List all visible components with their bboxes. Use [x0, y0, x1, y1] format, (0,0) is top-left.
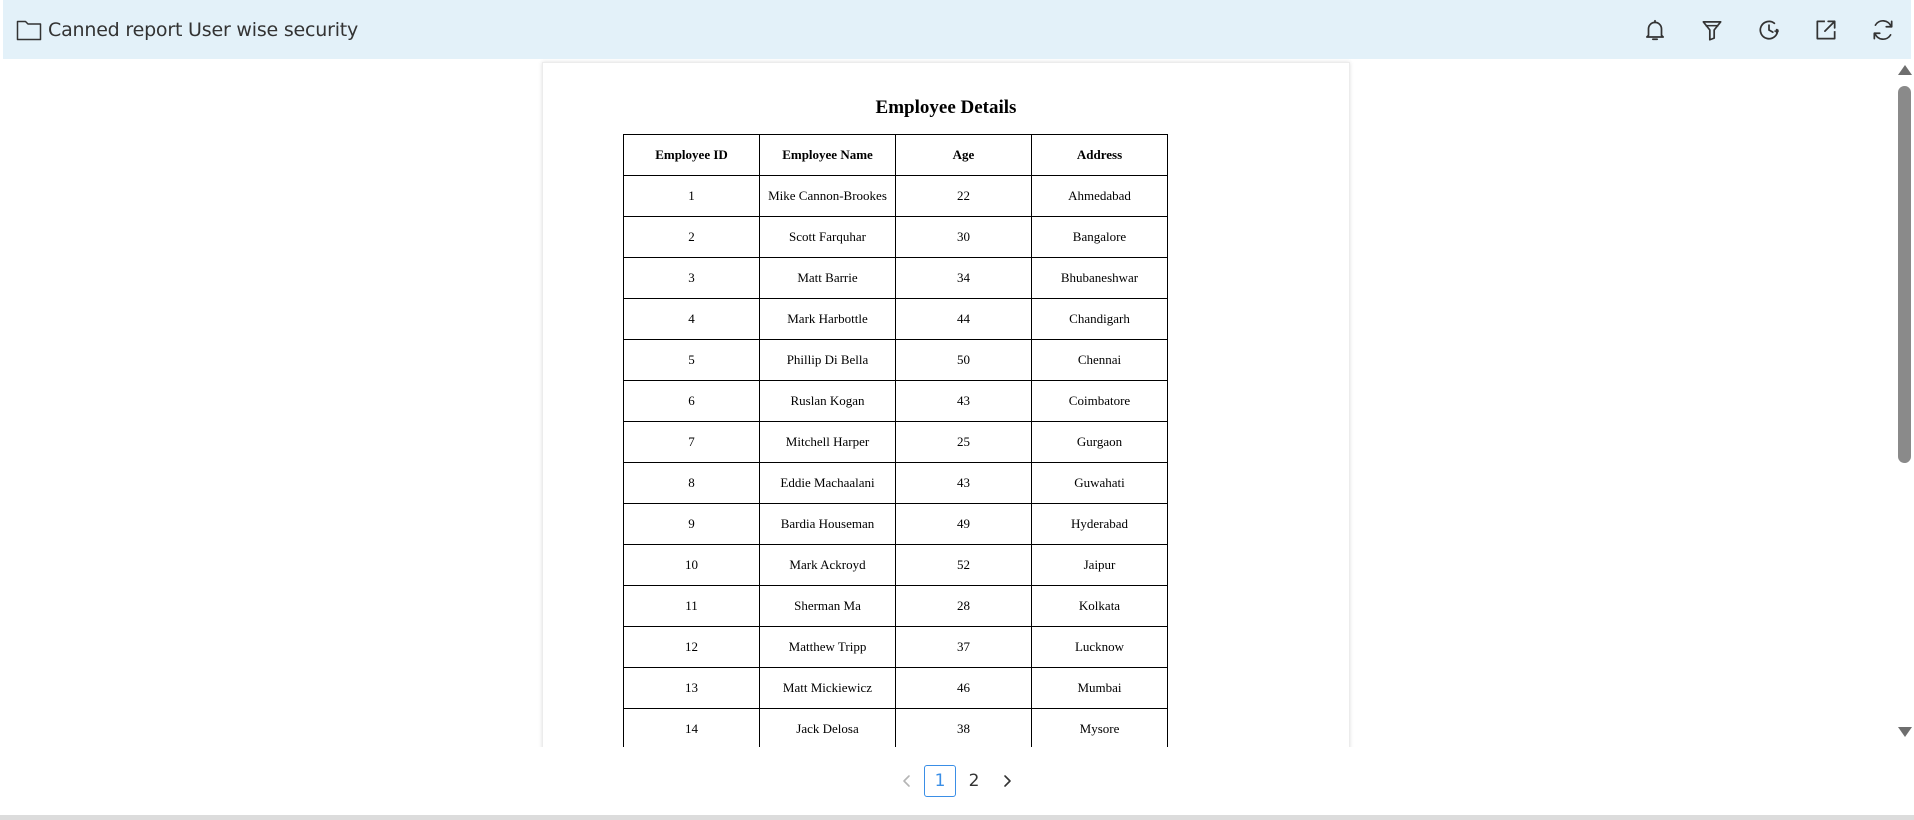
report-viewer[interactable]: [0, 59, 1914, 747]
report-title: Employee Details: [875, 97, 1017, 118]
table-row: [624, 709, 1168, 748]
cell-address: Jaipur: [1032, 545, 1168, 586]
cell-age: 50: [896, 340, 1032, 381]
report-page: [542, 62, 1350, 747]
table-row: [624, 299, 1168, 340]
scrollbar-thumb[interactable]: [1898, 86, 1911, 463]
cell-address: Guwahati: [1032, 463, 1168, 504]
cell-age: 34: [896, 258, 1032, 299]
cell-address: Gurgaon: [1032, 422, 1168, 463]
cell-address: Mumbai: [1032, 668, 1168, 709]
cell-address: Hyderabad: [1032, 504, 1168, 545]
cell-employee-name: Matt Barrie: [760, 258, 896, 299]
folder-icon: [15, 16, 43, 44]
column-header-employee-name: Employee Name: [760, 135, 896, 176]
cell-employee-name: Bardia Houseman: [760, 504, 896, 545]
cell-employee-name: Mike Cannon-Brookes: [760, 176, 896, 217]
cell-employee-name: Jack Delosa: [760, 709, 896, 748]
report-header: [3, 0, 1911, 59]
cell-employee-id: 12: [624, 627, 760, 668]
column-header-address: Address: [1032, 135, 1168, 176]
table-row: [624, 258, 1168, 299]
notifications-button[interactable]: [1626, 0, 1683, 59]
cell-age: 44: [896, 299, 1032, 340]
cell-address: Kolkata: [1032, 586, 1168, 627]
scroll-up-arrow-icon[interactable]: [1898, 65, 1912, 75]
cell-age: 28: [896, 586, 1032, 627]
report-title-area: [3, 16, 358, 44]
page-title: Canned report User wise security: [48, 18, 359, 41]
export-icon: [1813, 17, 1839, 43]
schedule-button[interactable]: [1740, 0, 1797, 59]
refresh-icon: [1870, 17, 1896, 43]
cell-age: 25: [896, 422, 1032, 463]
schedule-icon: [1756, 17, 1782, 43]
cell-employee-id: 3: [624, 258, 760, 299]
cell-employee-name: Mitchell Harper: [760, 422, 896, 463]
cell-employee-id: 4: [624, 299, 760, 340]
cell-employee-name: Phillip Di Bella: [760, 340, 896, 381]
table-header-row: [624, 135, 1168, 176]
cell-employee-name: Eddie Machaalani: [760, 463, 896, 504]
cell-employee-id: 2: [624, 217, 760, 258]
refresh-button[interactable]: [1854, 0, 1911, 59]
cell-age: 43: [896, 381, 1032, 422]
cell-age: 49: [896, 504, 1032, 545]
page-number-list: [923, 765, 991, 797]
page-number-2[interactable]: 2: [968, 771, 980, 791]
cell-employee-id: 9: [624, 504, 760, 545]
cell-address: Coimbatore: [1032, 381, 1168, 422]
table-row: [624, 627, 1168, 668]
cell-age: 46: [896, 668, 1032, 709]
table-row: [624, 381, 1168, 422]
cell-employee-id: 11: [624, 586, 760, 627]
bell-icon: [1642, 17, 1668, 43]
scroll-down-arrow-icon[interactable]: [1898, 727, 1912, 737]
cell-employee-id: 1: [624, 176, 760, 217]
chevron-left-icon: [900, 774, 914, 788]
cell-employee-id: 6: [624, 381, 760, 422]
table-row: [624, 463, 1168, 504]
table-row: [624, 217, 1168, 258]
cell-address: Bangalore: [1032, 217, 1168, 258]
cell-employee-id: 8: [624, 463, 760, 504]
cell-age: 38: [896, 709, 1032, 748]
header-actions: [1626, 0, 1911, 59]
column-header-age: Age: [896, 135, 1032, 176]
cell-age: 37: [896, 627, 1032, 668]
column-header-employee-id: Employee ID: [624, 135, 760, 176]
cell-employee-name: Scott Farquhar: [760, 217, 896, 258]
cell-employee-name: Matthew Tripp: [760, 627, 896, 668]
cell-address: Bhubaneshwar: [1032, 258, 1168, 299]
cell-address: Ahmedabad: [1032, 176, 1168, 217]
cell-employee-id: 10: [624, 545, 760, 586]
cell-employee-id: 5: [624, 340, 760, 381]
next-page-button[interactable]: [991, 765, 1023, 797]
table-row: [624, 504, 1168, 545]
cell-employee-id: 7: [624, 422, 760, 463]
cell-employee-id: 13: [624, 668, 760, 709]
cell-address: Chennai: [1032, 340, 1168, 381]
export-button[interactable]: [1797, 0, 1854, 59]
cell-age: 52: [896, 545, 1032, 586]
cell-age: 43: [896, 463, 1032, 504]
chevron-right-icon: [1000, 774, 1014, 788]
employee-table: [623, 134, 1168, 747]
vertical-scrollbar[interactable]: [1894, 59, 1914, 747]
table-row: [624, 668, 1168, 709]
window-bottom-border: [0, 815, 1914, 820]
cell-employee-name: Sherman Ma: [760, 586, 896, 627]
table-row: [624, 586, 1168, 627]
cell-age: 22: [896, 176, 1032, 217]
cell-age: 30: [896, 217, 1032, 258]
table-row: [624, 545, 1168, 586]
cell-employee-name: Mark Harbottle: [760, 299, 896, 340]
filter-icon: [1699, 17, 1725, 43]
filter-button[interactable]: [1683, 0, 1740, 59]
page-number-1[interactable]: 1: [924, 765, 956, 797]
previous-page-button[interactable]: [891, 765, 923, 797]
cell-employee-id: 14: [624, 709, 760, 748]
cell-address: Mysore: [1032, 709, 1168, 748]
cell-employee-name: Mark Ackroyd: [760, 545, 896, 586]
cell-employee-name: Matt Mickiewicz: [760, 668, 896, 709]
cell-address: Chandigarh: [1032, 299, 1168, 340]
pagination: [0, 747, 1914, 815]
cell-employee-name: Ruslan Kogan: [760, 381, 896, 422]
table-row: [624, 176, 1168, 217]
cell-address: Lucknow: [1032, 627, 1168, 668]
table-row: [624, 422, 1168, 463]
table-row: [624, 340, 1168, 381]
